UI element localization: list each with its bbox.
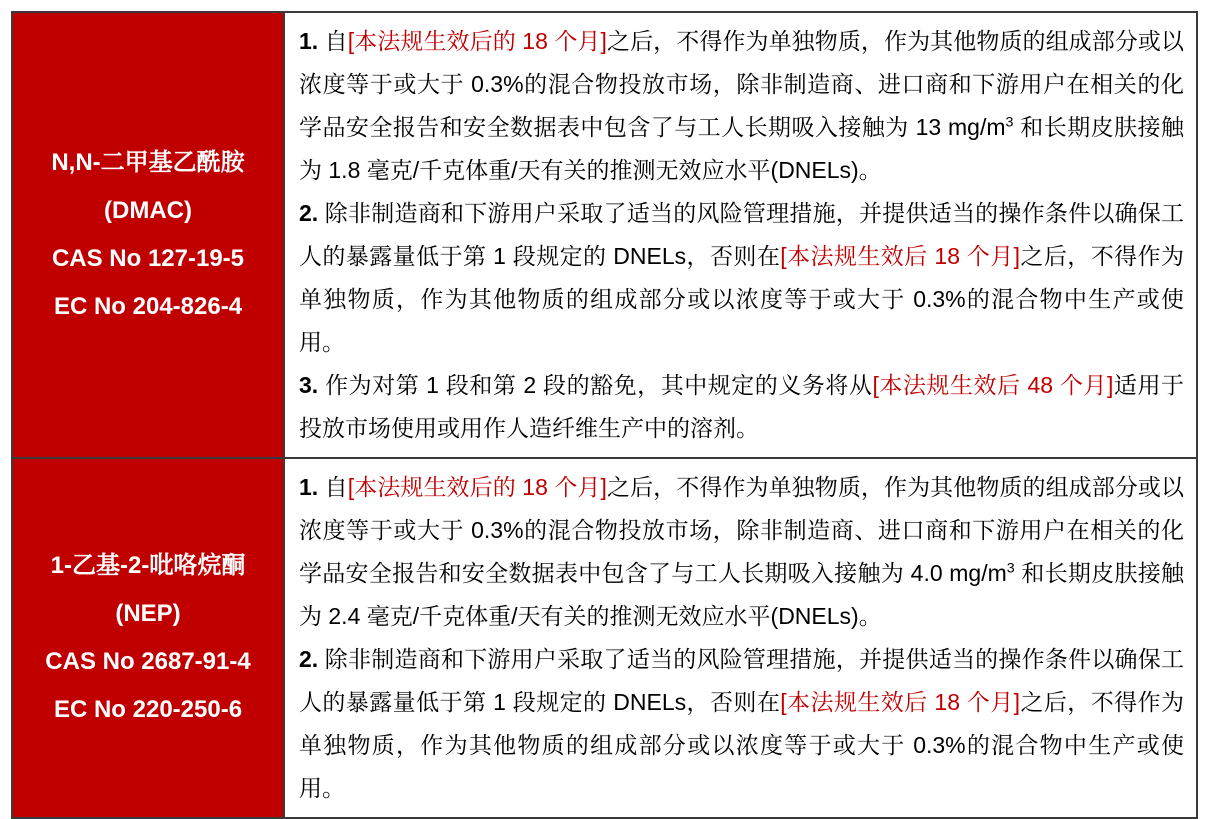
text-run: 除非制造商和下游用户采取了适当的风险管理措施，并提供适当的操作条件以确保工人的暴露量低于第 1 段规定的 DNELs，否则在: [299, 646, 1184, 715]
substance-abbreviation: (DMAC): [104, 197, 192, 224]
highlight-run: [本法规生效后的 18 个月]: [347, 474, 607, 500]
clause-paragraph: [299, 364, 1184, 450]
clause-number: 1.: [299, 474, 319, 500]
clause-number: 1.: [299, 28, 319, 54]
text-run: 自: [318, 28, 348, 54]
text-run: 作为对第 1 段和第 2 段的豁免，其中规定的义务将从: [318, 372, 873, 398]
clause-number: 2.: [299, 646, 319, 672]
table-row: [12, 458, 1197, 818]
highlight-run: [本法规生效后 18 个月]: [780, 243, 1021, 269]
text-run: 自: [318, 474, 348, 500]
clauses-cell: [284, 458, 1197, 818]
text-run: 之后，不得作为单独物质，作为其他物质的组成部分或以浓度等于或大于 0.3%的混合物投放市场，除非制造商、进口商和下游用户在相关的化学品安全报告和安全数据表中包含了与工人长期吸入接触为 4.0 mg/m: [299, 474, 1184, 586]
text-run: 和长期皮肤接触为 1.8 毫克/千克体重/天有关的推测无效应水平(DNELs)。: [299, 114, 1185, 183]
text-run: 除非制造商和下游用户采取了适当的风险管理措施，并提供适当的操作条件以确保工人的暴露量低于第 1 段规定的 DNELs，否则在: [299, 200, 1184, 269]
clause-paragraph: [299, 20, 1184, 192]
clause-number: 3.: [299, 372, 319, 398]
clause-number: 2.: [299, 200, 319, 226]
substance-name: 1-乙基-2-吡咯烷酮: [50, 552, 246, 579]
highlight-run: [本法规生效后 18 个月]: [780, 689, 1021, 715]
text-run: 和长期皮肤接触为 2.4 毫克/千克体重/天有关的推测无效应水平(DNELs)。: [299, 560, 1184, 629]
substance-abbreviation: (NEP): [115, 600, 181, 627]
superscript: 3: [1006, 560, 1015, 577]
highlight-run: [本法规生效后 48 个月]: [872, 372, 1114, 398]
clause-paragraph: [299, 192, 1184, 364]
restriction-table: [11, 11, 1198, 819]
highlight-run: [本法规生效后的 18 个月]: [347, 28, 607, 54]
text-run: 之后，不得作为单独物质，作为其他物质的组成部分或以浓度等于或大于 0.3%的混合物中生产或使用。: [299, 689, 1184, 801]
text-run: 适用于投放市场使用或用作人造纤维生产中的溶剂。: [299, 372, 1184, 441]
clause-paragraph: [299, 638, 1184, 810]
substance-cell: [12, 12, 284, 458]
text-run: 之后，不得作为单独物质，作为其他物质的组成部分或以浓度等于或大于 0.3%的混合物投放市场，除非制造商、进口商和下游用户在相关的化学品安全报告和安全数据表中包含了与工人长期吸入接触为 13 mg/m: [299, 28, 1184, 140]
ec-number: EC No 220-250-6: [53, 696, 243, 723]
substance-name: N,N-二甲基乙酰胺: [51, 149, 245, 176]
ec-number: EC No 204-826-4: [53, 293, 243, 320]
clause-paragraph: [299, 466, 1184, 638]
superscript: 3: [1005, 114, 1014, 131]
cas-number: CAS No 2687-91-4: [45, 648, 251, 675]
cas-number: CAS No 127-19-5: [51, 245, 245, 272]
restriction-table-body: [12, 12, 1197, 818]
clauses-cell: [284, 12, 1197, 458]
table-row: [12, 12, 1197, 458]
substance-cell: [12, 458, 284, 818]
text-run: 之后，不得作为单独物质，作为其他物质的组成部分或以浓度等于或大于 0.3%的混合物中生产或使用。: [299, 243, 1184, 355]
